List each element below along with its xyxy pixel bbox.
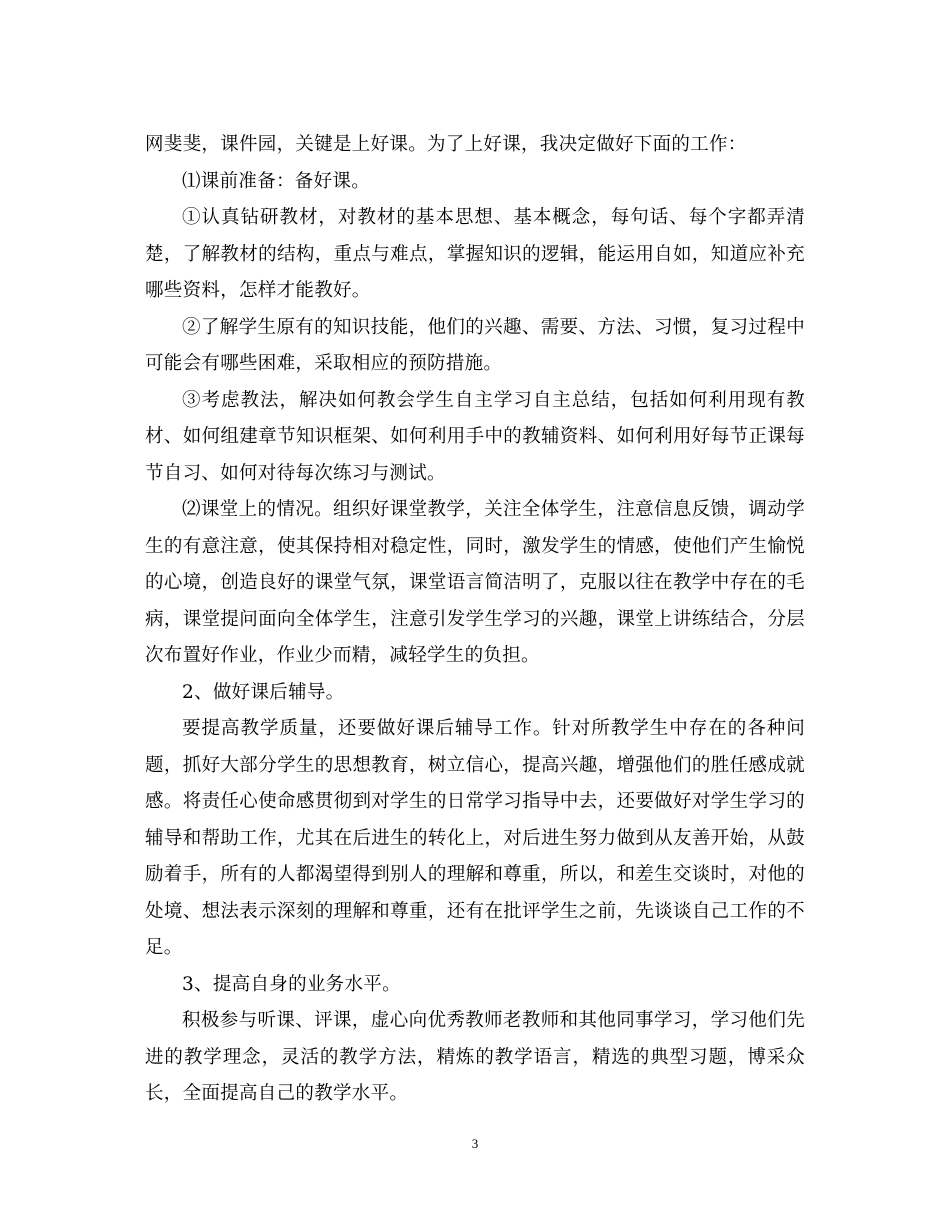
paragraph-tutoring: 要提高教学质量，还要做好课后辅导工作。针对所教学生中存在的各种问题，抓好大部分学生的思想教育，树立信心，提高兴趣，增强他们的胜任感成就感。将责任心使命感贯彻到对学生的日常学习指导中去，还要做好对学生学习的辅导和帮助工作，尤其在后进生的转化上，对后进生努力做到从友善开始，从鼓励着手，所有的人都渴望得到别人的理解和尊重，所以，和差生交谈时，对他的处境、想法表示深刻的理解和尊重，还有在批评学生之前，先谈谈自己工作的不足。 xyxy=(145,718,805,958)
paragraph-tutoring-heading: 2、做好课后辅导。 xyxy=(182,681,345,703)
document-body xyxy=(145,127,805,1113)
paragraph-classroom: ⑵课堂上的情况。组织好课堂教学，关注全体学生，注意信息反馈，调动学生的有意注意，使其保持相对稳定性，同时，激发学生的情感，使他们产生愉悦的心境，创造良好的课堂气氛，课堂语言简洁明了，克服以往在教学中存在的毛病，课堂提问面向全体学生，注意引发学生学习的兴趣，课堂上讲练结合，分层次布置好作业，作业少而精，减轻学生的负担。 xyxy=(145,499,805,666)
paragraph-improvement: 积极参与听课、评课，虚心向优秀教师老教师和其他同事学习，学习他们先进的教学理念，灵活的教学方法，精炼的教学语言，精选的典型习题，博采众长，全面提高自己的教学水平。 xyxy=(145,1010,805,1104)
paragraph-prep-item-1: ①认真钻研教材，对教材的基本思想、基本概念，每句话、每个字都弄清楚，了解教材的结构，重点与难点，掌握知识的逻辑，能运用自如，知道应补充哪些资料，怎样才能教好。 xyxy=(145,207,805,301)
paragraph-improvement-heading: 3、提高自身的业务水平。 xyxy=(182,973,401,995)
paragraph-intro: 网斐斐，课件园，关键是上好课。为了上好课，我决定做好下面的工作： xyxy=(145,134,747,155)
page-number: 3 xyxy=(471,1136,479,1151)
paragraph-prep-item-2: ②了解学生原有的知识技能，他们的兴趣、需要、方法、习惯，复习过程中可能会有哪些困难，采取相应的预防措施。 xyxy=(145,316,805,374)
paragraph-prep-heading: ⑴课前准备：备好课。 xyxy=(182,170,371,192)
paragraph-prep-item-3: ③考虑教法，解决如何教会学生自主学习自主总结，包括如何利用现有教材、如何组建章节知识框架、如何利用手中的教辅资料、如何利用好每节正课每节自习、如何对待每次练习与测试。 xyxy=(145,389,805,484)
